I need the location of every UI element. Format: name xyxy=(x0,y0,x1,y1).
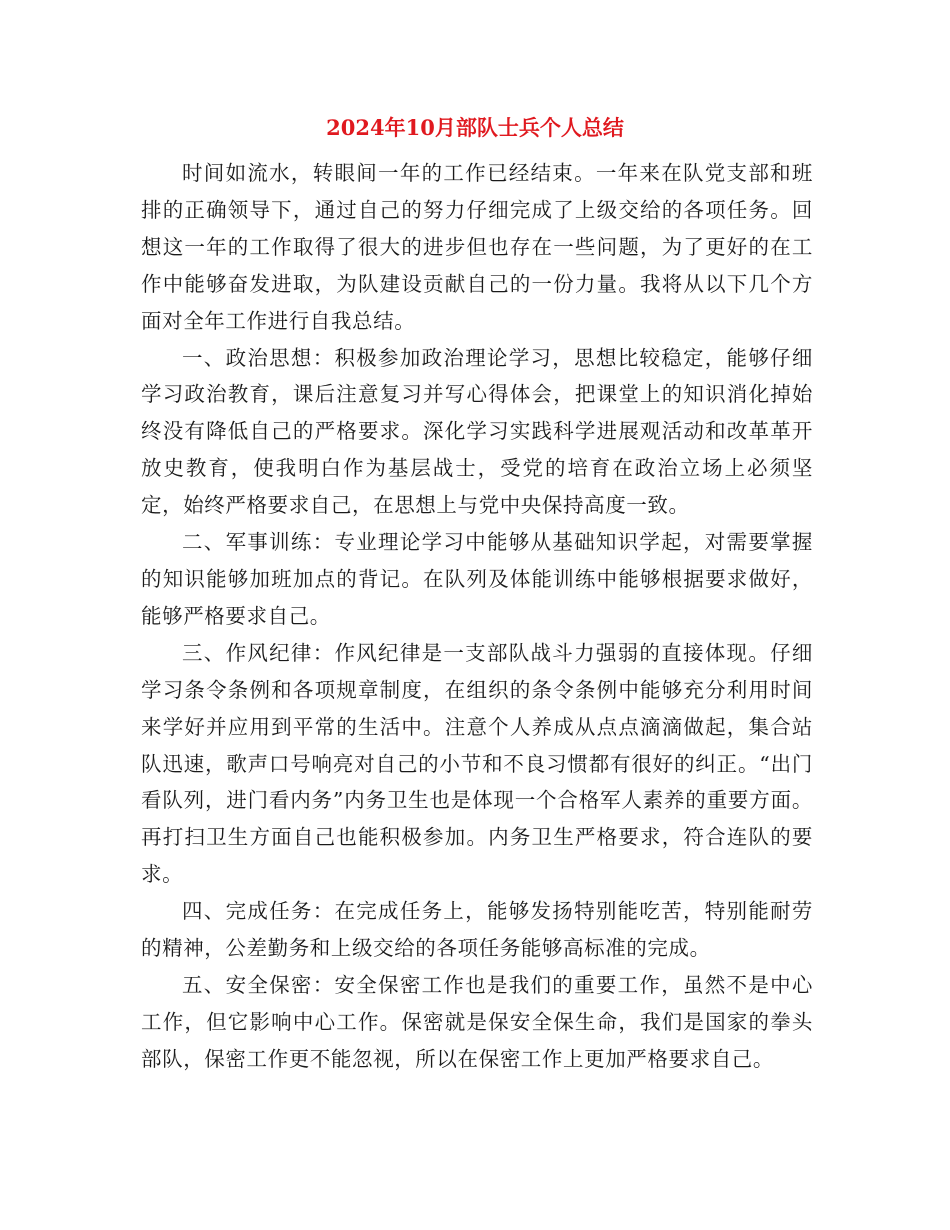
document-body xyxy=(141,155,813,1078)
paragraph-security: 五、安全保密：安全保密工作也是我们的重要工作，虽然不是中心工作，但它影响中心工作。保密就是保安全保生命，我们是国家的拳头部队，保密工作更不能忽视，所以在保密工作上更加严格要求自己。 xyxy=(141,972,813,1071)
paragraph-political-thought: 一、政治思想：积极参加政治理论学习，思想比较稳定，能够仔细学习政治教育，课后注意复习并写心得体会，把课堂上的知识消化掉始终没有降低自己的严格要求。深化学习实践科学进展观活动和改革革开放史教育，使我明白作为基层战士，受党的培育在政治立场上必须坚定，始终严格要求自己，在思想上与党中央保持高度一致。 xyxy=(141,345,813,518)
paragraph-task-completion: 四、完成任务：在完成任务上，能够发扬特别能吃苦，特别能耐劳的精神，公差勤务和上级交给的各项任务能够高标准的完成。 xyxy=(141,899,813,961)
paragraph-discipline: 三、作风纪律：作风纪律是一支部队战斗力强弱的直接体现。仔细学习条令条例和各项规章制度，在组织的条令条例中能够充分利用时间来学好并应用到平常的生活中。注意个人养成从点点滴滴做起，集合站队迅速，歌声口号响亮对自己的小节和不良习惯都有很好的纠正。“出门看队列，进门看内务”内务卫生也是体现一个合格军人素养的重要方面。再打扫卫生方面自己也能积极参加。内务卫生严格要求，符合连队的要求。 xyxy=(141,640,813,887)
document-title: 2024年10月部队士兵个人总结 xyxy=(326,115,624,140)
paragraph-intro: 时间如流水，转眼间一年的工作已经结束。一年来在队党支部和班排的正确领导下，通过自己的努力仔细完成了上级交给的各项任务。回想这一年的工作取得了很大的进步但也存在一些问题，为了更好的在工作中能够奋发进取，为队建设贡献自己的一份力量。我将从以下几个方面对全年工作进行自我总结。 xyxy=(141,161,813,333)
paragraph-military-training: 二、军事训练：专业理论学习中能够从基础知识学起，对需要掌握的知识能够加班加点的背记。在队列及体能训练中能够根据要求做好，能够严格要求自己。 xyxy=(141,530,813,628)
